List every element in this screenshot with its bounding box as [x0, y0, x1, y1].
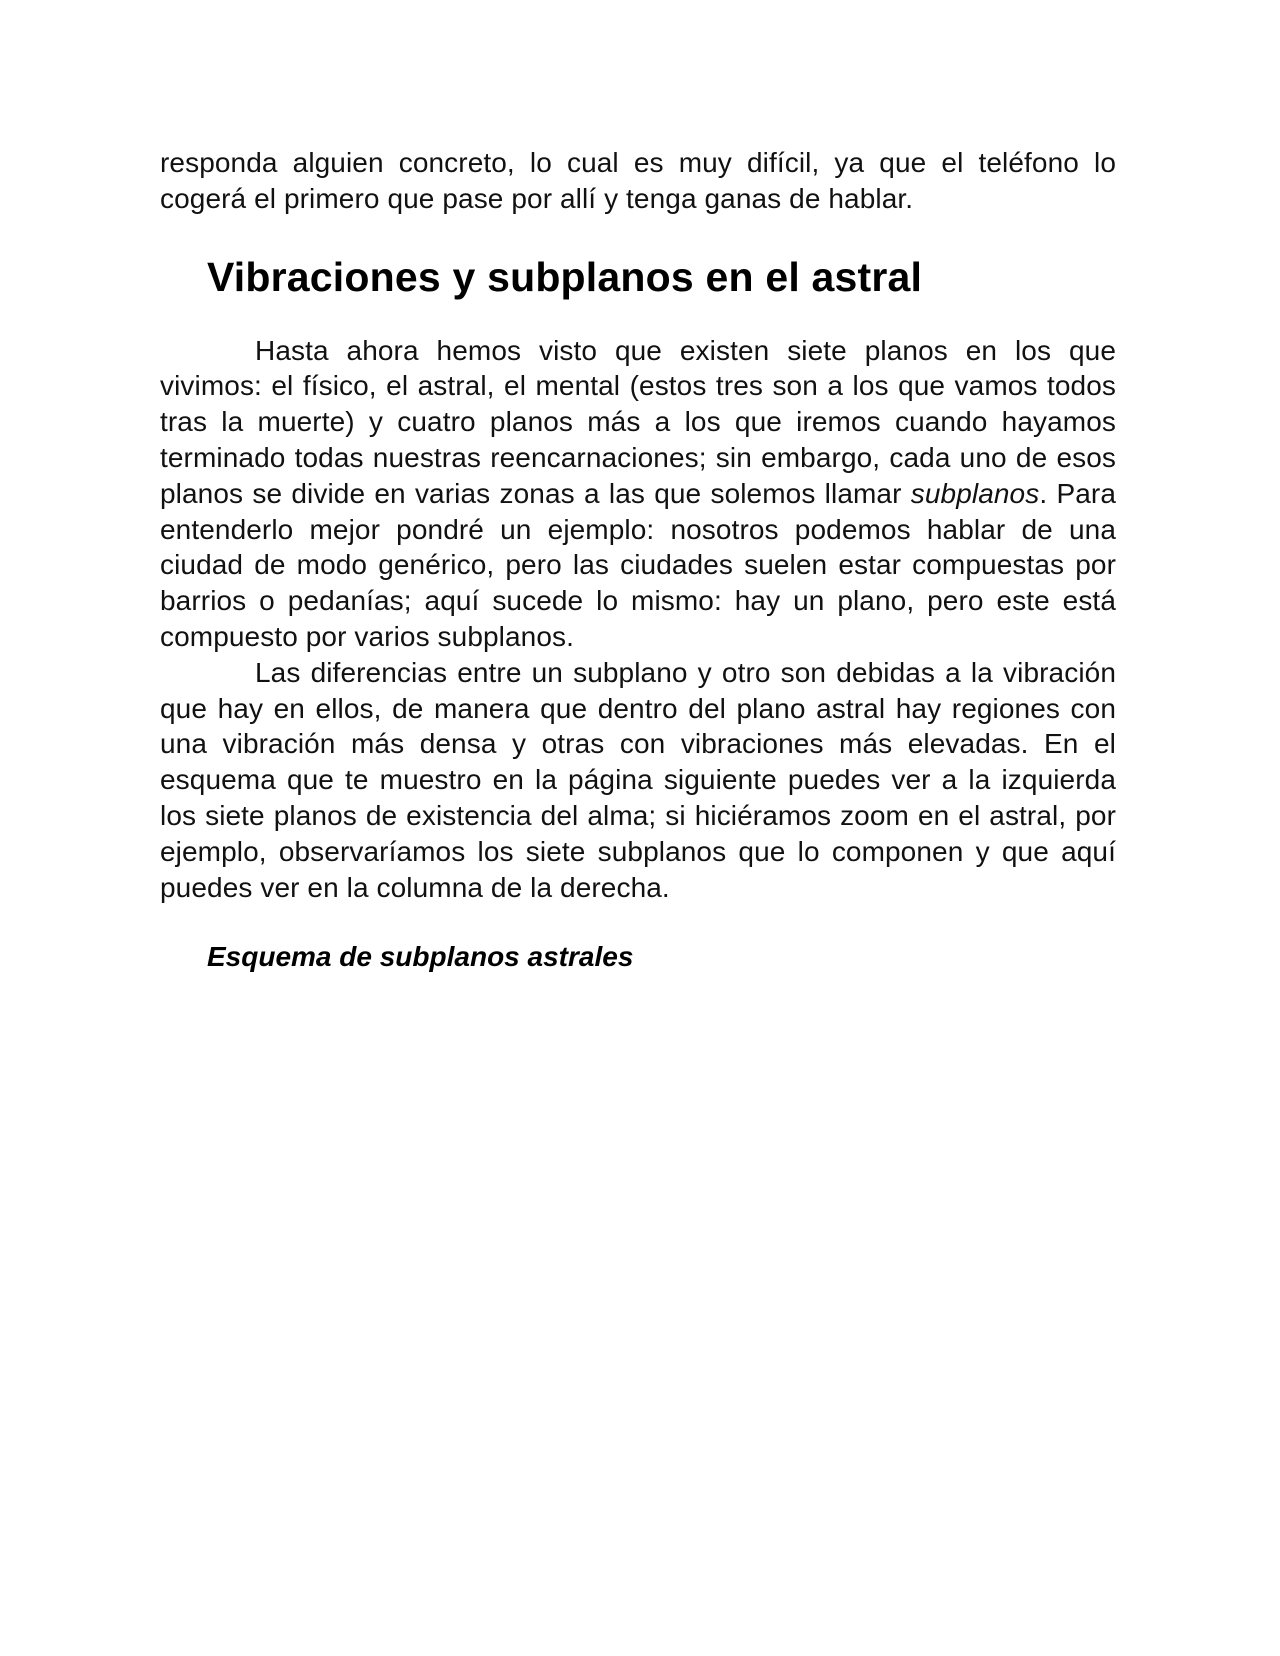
paragraph-1-text-end: . Para entenderlo mejor pondré un ejemplo: nosotros podemos hablar de una ciudad de modo genérico, pero las ciudades suelen estar compuestas por barrios o pedanías; aquí sucede lo mismo: hay un plano, pero este está compuesto por varios subplanos. [160, 477, 1116, 652]
figure-caption: Esquema de subplanos astrales [207, 941, 634, 973]
page-content [160, 145, 1116, 975]
body-paragraph-1 [160, 333, 1116, 655]
section-title: Vibraciones y subplanos en el astral [207, 253, 923, 300]
italic-term-subplanos: subplanos [910, 477, 1040, 509]
paragraph-1-text-start: Hasta ahora hemos visto que existen siete planos en los que vivimos: el físico, el astral, el mental (estos tres son a los que vamos todos tras la muerte) y cuatro planos más a los que iremos cuando hayamos terminado todas nuestras reencarnaciones; sin embargo, cada uno de esos planos se divide en varias zonas a las que solemos llamar [160, 334, 1116, 509]
intro-paragraph: responda alguien concreto, lo cual es muy difícil, ya que el teléfono lo cogerá el primero que pase por allí y tenga ganas de hablar. [160, 147, 1116, 214]
body-paragraph-2: Las diferencias entre un subplano y otro son debidas a la vibración que hay en ellos, de manera que dentro del plano astral hay regiones con una vibración más densa y otras con vibraciones más elevadas. En el esquema que te muestro en la página siguiente puedes ver a la izquierda los siete planos de existencia del alma; si hiciéramos zoom en el astral, por ejemplo, observaríamos los siete subplanos que lo componen y que aquí puedes ver en la columna de la derecha. [160, 656, 1116, 903]
